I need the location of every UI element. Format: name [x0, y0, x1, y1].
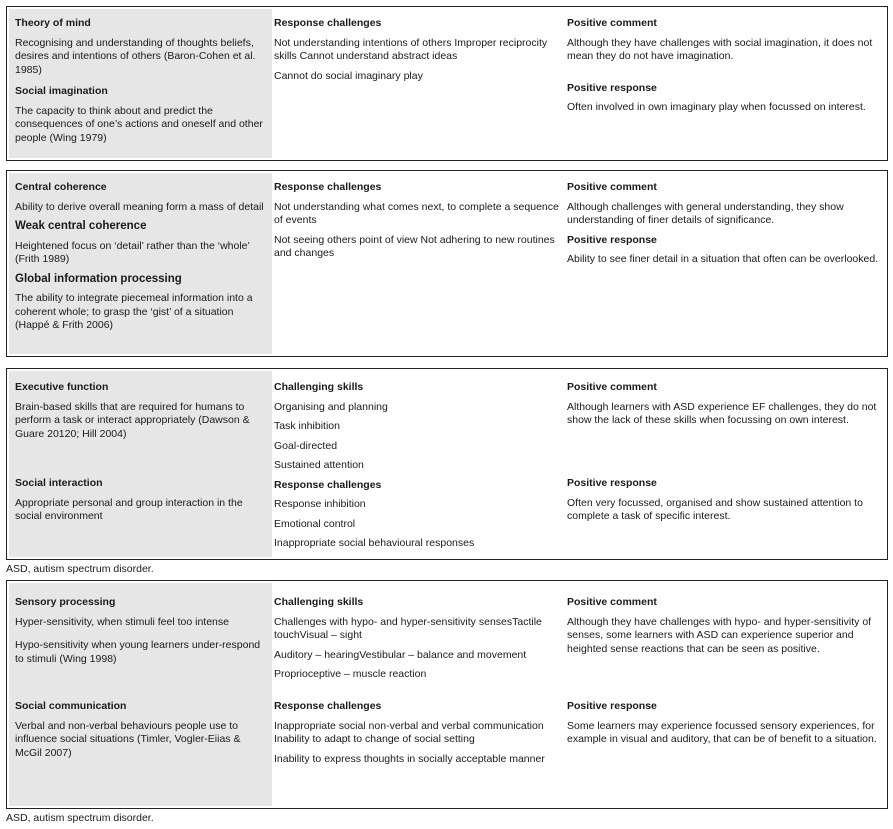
concept-heading: Social communication	[15, 700, 127, 712]
concept-text: Heightened focus on ‘detail’ rather than the ‘whole’ (Frith 1989)	[15, 239, 250, 265]
positive-cell	[567, 181, 883, 273]
positive-heading: Positive response	[567, 700, 657, 712]
challenges-cell	[274, 596, 559, 688]
challenges-cell	[274, 700, 559, 772]
challenges-heading: Response challenges	[274, 700, 382, 712]
concept-cell	[15, 477, 265, 530]
challenges-heading: Challenging skills	[274, 596, 364, 608]
challenge-item: Auditory – hearingVestibular – balance and movement	[274, 648, 527, 661]
positive-text: Some learners may experience focussed sensory experiences, for example in visual and auditory, that can be of benefit to a situation.	[567, 719, 877, 745]
positive-text: Ability to see finer detail in a situation that often can be overlooked.	[567, 253, 879, 265]
challenge-item: Emotional control	[274, 517, 356, 530]
positive-heading: Positive comment	[567, 596, 657, 608]
concept-text: Verbal and non-verbal behaviours people use to influence social situations (Timler, Vogler-Eiias & McGil 2007)	[15, 719, 241, 759]
positive-heading: Positive comment	[567, 381, 657, 393]
concept-heading: Theory of mind	[15, 17, 91, 29]
concept-text: Appropriate personal and group interaction in the social environment	[15, 496, 243, 522]
positive-text: Although learners with ASD experience EF challenges, they do not show the lack of these skills when focussing on own interest.	[567, 400, 877, 426]
concept-heading: Social interaction	[15, 477, 103, 489]
positive-heading: Positive response	[567, 233, 657, 246]
challenge-item: Inability to express thoughts in socially acceptable manner	[274, 752, 545, 765]
challenge-item: Proprioceptive – muscle reaction	[274, 668, 427, 680]
challenges-heading: Challenging skills	[274, 381, 364, 393]
concept-cell	[15, 181, 265, 339]
challenge-item: Challenges with hypo- and hyper-sensitivity sensesTactile touchVisual – sight	[274, 615, 542, 641]
table-central-coherence	[6, 170, 888, 357]
challenge-item: Cannot do social imaginary play	[274, 69, 423, 82]
concept-heading: Global information processing	[15, 272, 182, 285]
concept-text: Hyper-sensitivity, when stimuli feel too intense	[15, 615, 229, 628]
challenge-item: Not seeing others point of view Not adhering to new routines and changes	[274, 233, 555, 259]
challenges-cell	[274, 381, 559, 557]
positive-cell	[567, 17, 883, 121]
positive-heading: Positive comment	[567, 181, 657, 193]
challenge-item: Task inhibition	[274, 420, 340, 432]
concept-cell	[15, 596, 265, 672]
positive-heading: Positive response	[567, 477, 657, 489]
footnote: ASD, autism spectrum disorder.	[6, 563, 154, 575]
challenge-item: Not understanding intentions of others Improper reciprocity skills Cannot understand abstract ideas	[274, 36, 548, 62]
challenge-item: Organising and planning	[274, 400, 388, 413]
challenge-item: Inappropriate social behavioural responses	[274, 537, 475, 549]
positive-text: Although challenges with general understanding, they show understanding of finer details of significance.	[567, 200, 844, 226]
challenges-heading: Response challenges	[274, 181, 382, 193]
table-theory-of-mind	[6, 6, 888, 161]
table-executive-function	[6, 368, 888, 560]
challenges-heading: Response challenges	[274, 17, 382, 29]
challenges-cell	[274, 181, 559, 267]
concept-text: Recognising and understanding of thoughts beliefs, desires and intentions of others (Baron-Cohen et al. 1985)	[15, 36, 256, 76]
challenge-item: Sustained attention	[274, 459, 364, 471]
challenges-heading: Response challenges	[274, 478, 382, 491]
concept-heading: Central coherence	[15, 181, 107, 193]
positive-cell	[567, 700, 883, 753]
positive-text: Although they have challenges with hypo- and hyper-sensitivity of senses, some learners with ASD can experience superior and heighted sense reactions that can be seen as positive.	[567, 615, 872, 655]
positive-text: Often involved in own imaginary play when focussed on interest.	[567, 101, 866, 113]
challenges-cell	[274, 17, 559, 89]
concept-heading: Weak central coherence	[15, 220, 147, 232]
challenge-item: Not understanding what comes next, to complete a sequence of events	[274, 200, 559, 226]
challenge-item: Inappropriate social non-verbal and verbal communication Inability to adapt to change of social setting	[274, 719, 544, 745]
positive-text: Often very focussed, organised and show sustained attention to complete a task of specific interest.	[567, 496, 863, 522]
concept-cell	[15, 17, 265, 151]
concept-cell	[15, 381, 265, 447]
concept-cell	[15, 700, 265, 766]
concept-text: The capacity to think about and predict the consequences of one’s actions and oneself and other people (Wing 1979)	[15, 104, 263, 144]
concept-heading: Sensory processing	[15, 596, 116, 608]
table-sensory-processing	[6, 580, 888, 809]
concept-heading: Executive function	[15, 381, 109, 393]
concept-text: Ability to derive overall meaning form a mass of detail	[15, 200, 264, 213]
positive-cell	[567, 477, 883, 530]
footnote: ASD, autism spectrum disorder.	[6, 812, 154, 824]
positive-heading: Positive comment	[567, 17, 657, 29]
positive-cell	[567, 381, 883, 434]
positive-heading: Positive response	[567, 81, 657, 94]
positive-cell	[567, 596, 883, 662]
concept-text: The ability to integrate piecemeal information into a coherent whole; to grasp the ‘gist’ of a situation (Happé & Frith 2006)	[15, 292, 253, 331]
challenge-item: Response inhibition	[274, 498, 366, 510]
concept-text: Hypo-sensitivity when young learners under-respond to stimuli (Wing 1998)	[15, 639, 261, 665]
concept-text: Brain-based skills that are required for humans to perform a task or interact appropriately (Dawson & Guare 20120; Hill 2004)	[15, 400, 250, 440]
challenge-item: Goal-directed	[274, 439, 338, 452]
positive-text: Although they have challenges with social imagination, it does not mean they do not have imagination.	[567, 36, 873, 62]
concept-heading: Social imagination	[15, 85, 108, 97]
